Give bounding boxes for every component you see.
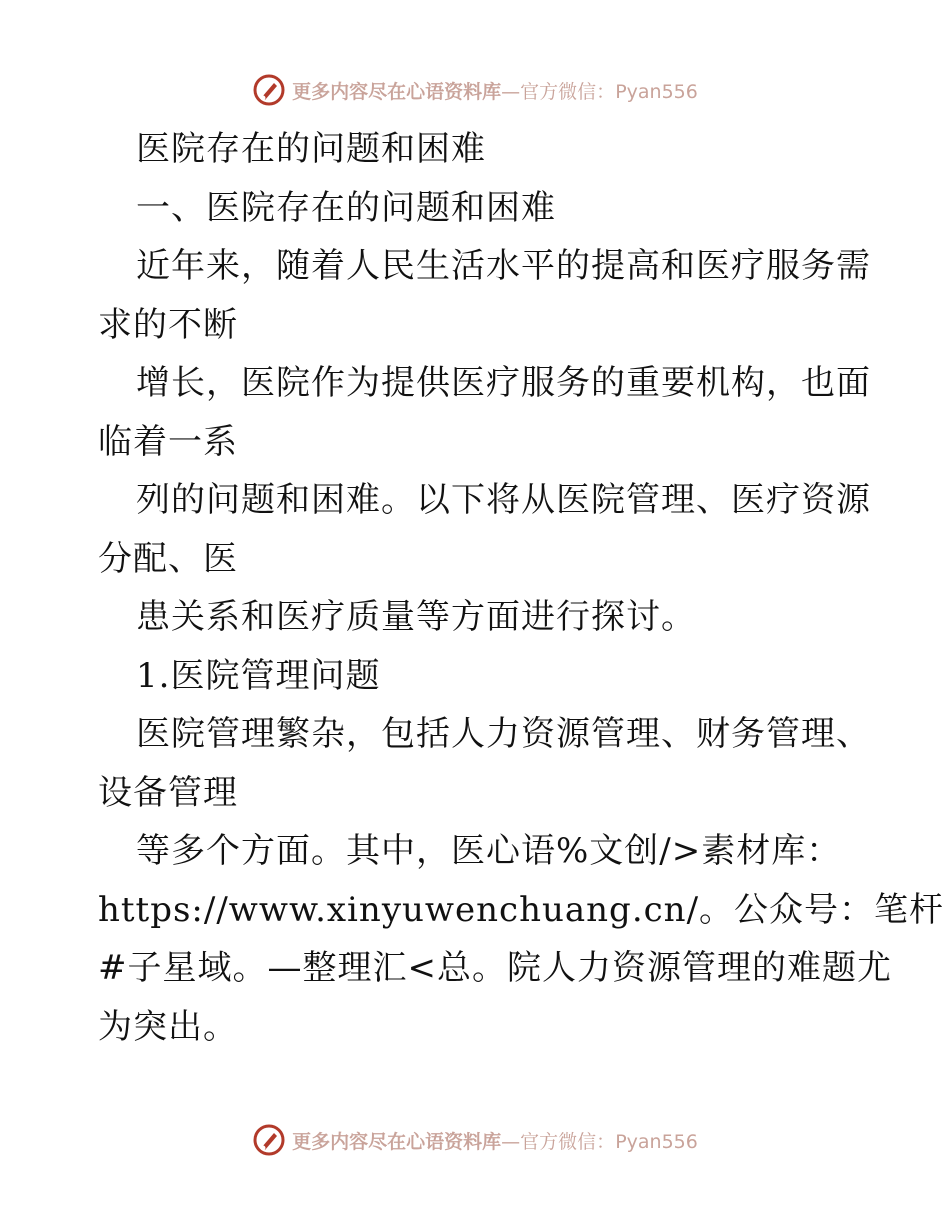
pen-seal-icon [252, 1123, 286, 1157]
paragraph-line: 设备管理 [98, 772, 238, 813]
footer-watermark-text [292, 1127, 698, 1154]
paragraph-line: 患关系和医疗质量等方面进行探讨。 [136, 597, 696, 637]
paragraph-line: #子星域。—整理汇<总。院人力资源管理的难题尤 [98, 948, 892, 988]
paragraph-line: 求的不断 [98, 304, 238, 345]
paragraph-line: 近年来，随着人民生活水平的提高和医疗服务需 [136, 246, 871, 286]
subsection-heading: 1.医院管理问题 [136, 655, 381, 696]
doc-title: 医院存在的问题和困难 [136, 129, 486, 169]
footer-watermark-banner [0, 1120, 950, 1160]
paragraph-line: 医院管理繁杂，包括人力资源管理、财务管理、 [136, 714, 871, 754]
header-watermark-text [292, 77, 698, 104]
paragraph-line: 为突出。 [98, 1006, 238, 1047]
watermark-sub: 官方微信： [520, 1130, 616, 1153]
paragraph-line: https://www.xinyuwenchuang.cn/。公众号：笔杆 [98, 889, 945, 930]
header-watermark-banner [0, 70, 950, 110]
watermark-sub: 官方微信： [520, 80, 616, 103]
watermark-id: Pyan556 [615, 1130, 698, 1153]
paragraph-line: 分配、医 [98, 538, 238, 579]
document-body [98, 120, 945, 1056]
paragraph-line: 列的问题和困难。以下将从医院管理、医疗资源 [136, 480, 871, 520]
watermark-dash: — [501, 1130, 521, 1153]
watermark-main: 更多内容尽在心语资料库 [292, 80, 502, 103]
watermark-dash: — [501, 80, 521, 103]
paragraph-line: 等多个方面。其中，医心语%文创/>素材库： [136, 831, 842, 871]
paragraph-line: 增长，医院作为提供医疗服务的重要机构，也面 [136, 363, 871, 403]
watermark-id: Pyan556 [615, 80, 698, 103]
section-heading: 一、医院存在的问题和困难 [136, 187, 556, 228]
watermark-main: 更多内容尽在心语资料库 [292, 1130, 502, 1153]
paragraph-line: 临着一系 [98, 421, 238, 462]
pen-seal-icon [252, 73, 286, 107]
